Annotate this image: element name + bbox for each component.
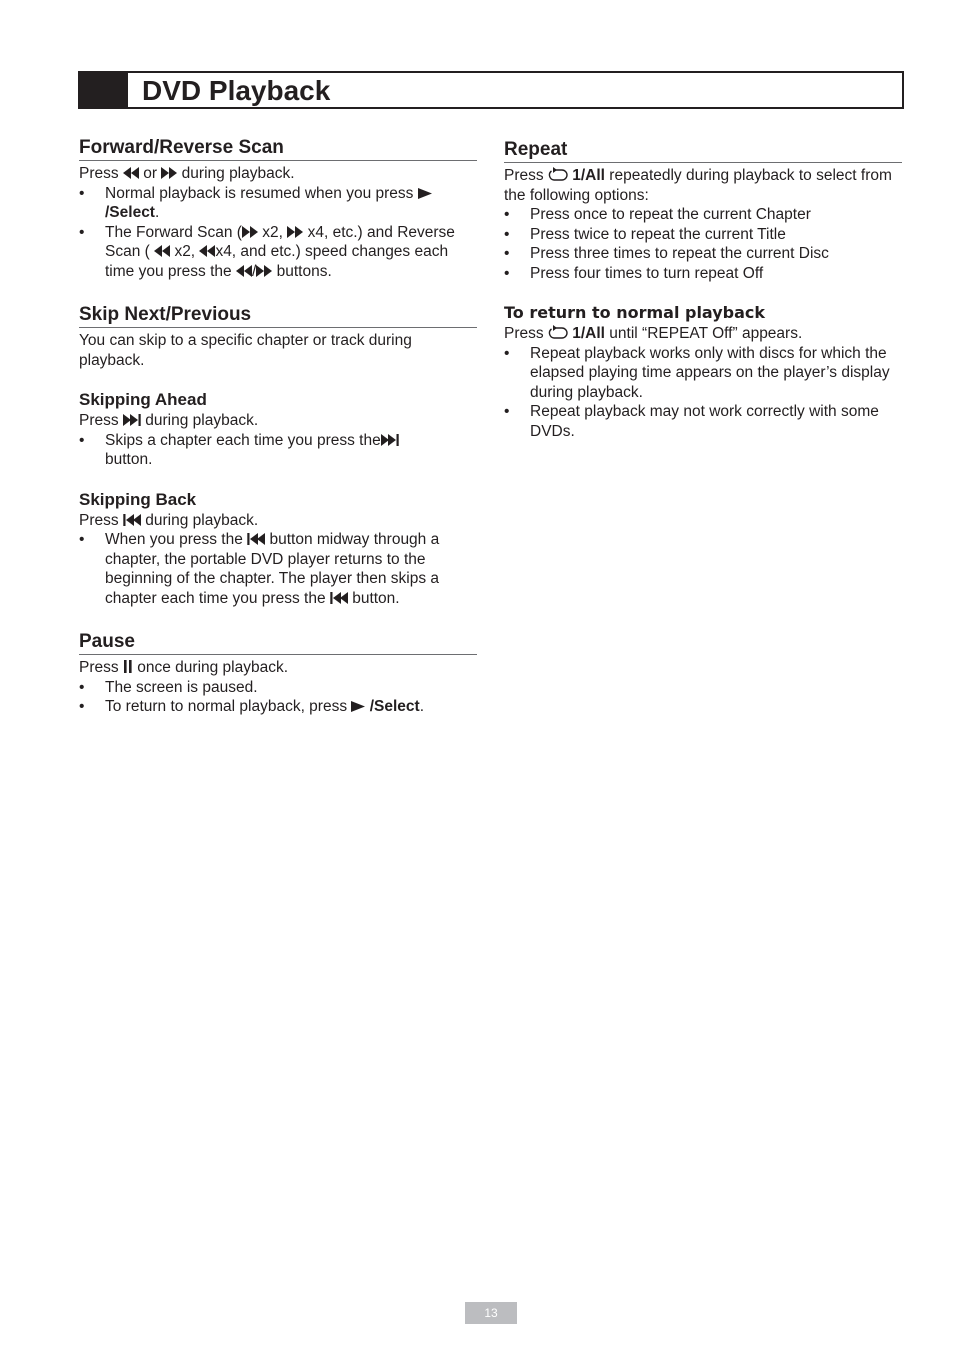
text: . (154, 204, 160, 221)
section-repeat (504, 138, 902, 441)
heading-pause: Pause (79, 630, 477, 655)
text: x2, (174, 243, 196, 260)
text: until “REPEAT Off” appears. (609, 325, 803, 342)
text: When you press the (105, 531, 243, 548)
text: The Forward Scan ( (105, 223, 242, 241)
select-label: /Select (105, 204, 155, 221)
page-header (78, 71, 904, 109)
rewind-icon (199, 245, 215, 257)
text: button. (105, 451, 153, 468)
list-item (504, 244, 902, 264)
list-item (79, 184, 477, 223)
rewind-icon (236, 265, 252, 277)
text: . (419, 698, 425, 715)
fast-forward-icon (256, 265, 272, 277)
list-item (504, 264, 902, 284)
text: or (143, 165, 158, 182)
scan-bullets (79, 184, 477, 282)
subsection-skipping-ahead (79, 389, 477, 470)
heading-repeat: Repeat (504, 138, 902, 163)
heading-forward-reverse-scan: Forward/Reverse Scan (79, 136, 477, 161)
text: To return to normal playback, press (105, 698, 348, 715)
text: during playback. (145, 412, 259, 429)
pause-icon (123, 660, 133, 673)
list-item (504, 205, 902, 225)
repeat-options (504, 205, 902, 283)
pause-lead (79, 658, 477, 678)
bullet: • (504, 264, 510, 282)
skip-previous-icon (247, 533, 265, 545)
heading-skip-next-previous: Skip Next/Previous (79, 303, 477, 328)
bullet: • (504, 245, 510, 262)
page-number: 13 (465, 1302, 517, 1324)
text: buttons. (276, 262, 332, 280)
section-pause (79, 630, 477, 717)
heading-skipping-ahead: Skipping Ahead (79, 390, 207, 409)
bullet: • (79, 698, 85, 715)
normal-lead (504, 324, 902, 344)
skip-next-icon (123, 414, 141, 426)
rewind-icon (123, 167, 139, 179)
section-forward-reverse-scan (79, 136, 477, 281)
rewind-icon (154, 245, 170, 257)
text: during playback. (145, 511, 259, 529)
subsection-skipping-back (79, 489, 477, 609)
ahead-bullets (79, 431, 477, 470)
list-item (79, 431, 477, 470)
text: once during playback. (137, 659, 289, 676)
text: Normal playback is resumed when you press (105, 184, 414, 202)
skip-intro: You can skip to a specific chapter or track during playback. (79, 332, 412, 369)
list-item (79, 223, 477, 282)
text: Press (79, 511, 119, 529)
text: Press once to repeat the current Chapter (530, 206, 811, 223)
play-icon (351, 701, 365, 712)
text: button. (352, 589, 400, 607)
select-label: /Select (369, 698, 420, 715)
text: Press (79, 165, 119, 182)
bullet: • (79, 678, 85, 696)
bullet: • (504, 206, 510, 223)
text: Press twice to repeat the current Title (530, 225, 786, 243)
bullet: • (79, 431, 85, 449)
heading-skipping-back: Skipping Back (79, 489, 197, 509)
text: Press three times to repeat the current Disc (530, 245, 829, 262)
text: Skips a chapter each time you press the (105, 431, 381, 449)
back-lead (79, 511, 477, 531)
bullet: • (79, 184, 85, 202)
fast-forward-icon (287, 226, 303, 238)
text: x2, (262, 223, 283, 241)
text: Press (504, 167, 544, 184)
one-all-label: 1/All (572, 325, 605, 342)
fast-forward-icon (161, 167, 177, 179)
text: during playback. (181, 165, 295, 182)
list-item (79, 530, 477, 608)
text: x4, and etc.) speed changes each time you press the (105, 243, 449, 280)
repeat-icon (548, 167, 568, 181)
repeat-lead (504, 166, 902, 205)
bullet: • (504, 344, 510, 362)
text: x4, etc.) and Reverse Scan ( (105, 223, 455, 260)
ahead-lead (79, 411, 477, 431)
list-item (504, 225, 902, 245)
bullet: • (79, 531, 85, 548)
text: / (251, 262, 257, 280)
list-item (79, 697, 477, 717)
text: button midway through a chapter, the portable DVD player returns to the beginning of the chapter. The player then skips a chapter each time you press the (105, 531, 440, 607)
text: Press (504, 325, 544, 342)
heading-return-normal: To return to normal playback (504, 303, 766, 322)
section-skip-next-previous (79, 303, 477, 608)
text: The screen is paused. (105, 678, 258, 696)
bullet: • (504, 225, 510, 243)
text: repeatedly during playback to select from the following options: (504, 167, 892, 204)
list-item (504, 344, 902, 403)
pause-bullets (79, 678, 477, 717)
skip-next-icon (381, 434, 399, 446)
scan-lead (79, 164, 477, 184)
right-column (504, 138, 902, 441)
header-block (80, 73, 128, 107)
text: Repeat playback works only with discs for which the elapsed playing time appears on the player’s display during playback. (530, 344, 890, 401)
back-bullets (79, 530, 477, 608)
text: Press (79, 412, 119, 429)
text: Press (79, 659, 119, 676)
left-column (79, 136, 477, 739)
list-item (504, 402, 902, 441)
normal-bullets (504, 344, 902, 442)
bullet: • (79, 223, 85, 241)
bullet: • (504, 403, 510, 420)
subsection-return-normal (504, 302, 902, 441)
page-title: DVD Playback (142, 75, 331, 106)
text: Press four times to turn repeat Off (530, 264, 764, 282)
repeat-icon (548, 325, 568, 339)
one-all-label: 1/All (572, 167, 605, 184)
skip-previous-icon (330, 592, 348, 604)
skip-previous-icon (123, 514, 141, 526)
text: Repeat playback may not work correctly with some DVDs. (530, 403, 879, 440)
fast-forward-icon (242, 226, 258, 238)
play-icon (418, 188, 432, 199)
list-item (79, 678, 477, 698)
